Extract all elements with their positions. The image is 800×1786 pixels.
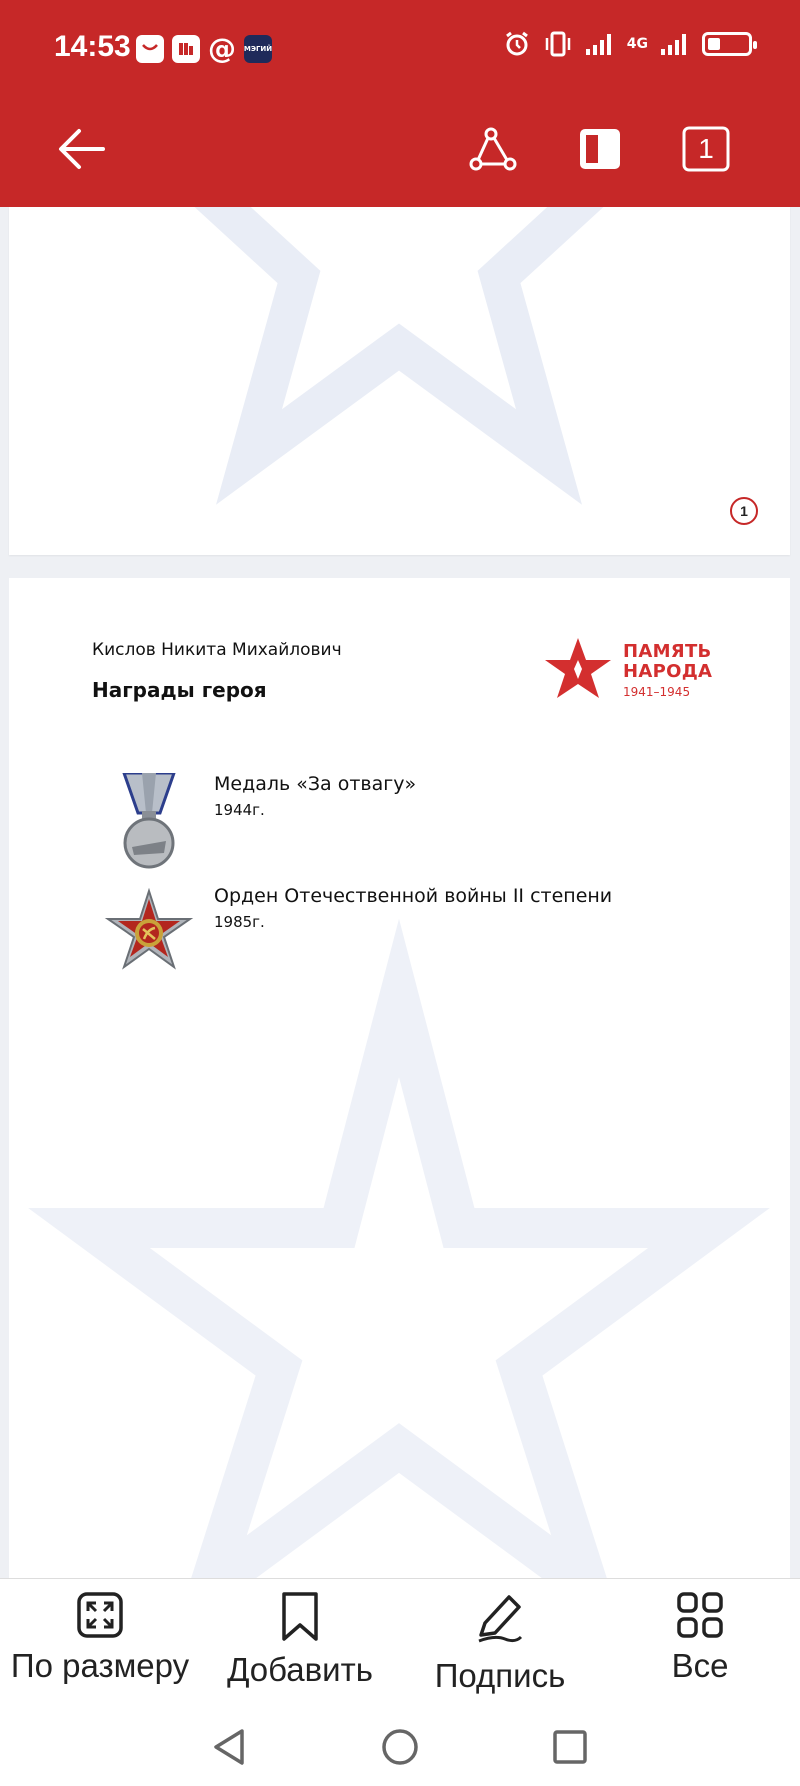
back-button[interactable] — [52, 119, 112, 179]
logo-line-2: НАРОДА — [623, 661, 713, 682]
logo-line-1: ПАМЯТЬ — [623, 641, 712, 662]
toolbar — [0, 105, 800, 205]
document-page-2 — [9, 578, 790, 1578]
arrow-left-icon — [57, 127, 107, 171]
bookmark-icon — [280, 1591, 320, 1643]
award-title: Медаль «За отвагу» — [214, 773, 417, 795]
app-header — [0, 0, 800, 207]
all-tools-label: Все — [671, 1647, 729, 1684]
award-title: Орден Отечественной войны II степени — [214, 885, 613, 907]
hero-name: Кислов Никита Михайлович — [92, 640, 342, 660]
document-page-1 — [9, 207, 790, 555]
page-number-badge: 1 — [730, 497, 758, 525]
add-bookmark-label: Добавить — [227, 1651, 373, 1688]
page-counter-button[interactable] — [676, 119, 736, 179]
vibrate-icon — [543, 30, 573, 58]
system-nav-bar — [0, 1708, 800, 1786]
pen-icon — [475, 1591, 525, 1643]
nav-back-button[interactable] — [205, 1724, 251, 1770]
red-star-logo-icon — [543, 636, 613, 702]
award-year: 1985г. — [214, 913, 265, 931]
status-bar — [0, 0, 800, 100]
logo-years: 1941–1945 — [623, 685, 691, 699]
order-star-icon — [104, 885, 194, 985]
view-mode-button[interactable] — [570, 119, 630, 179]
awards-heading: Награды героя — [92, 678, 267, 702]
status-time: 14:53 — [54, 30, 131, 63]
page-view-icon — [577, 126, 623, 172]
bottom-action-bar — [0, 1578, 800, 1708]
square-recents-icon — [551, 1728, 589, 1766]
signal-icon — [585, 31, 615, 57]
award-item — [104, 885, 704, 985]
at-sign-icon: @ — [208, 32, 236, 65]
page-counter: 1 — [698, 133, 714, 164]
circle-home-icon — [380, 1727, 420, 1767]
reader-app-icon — [172, 35, 200, 63]
star-watermark — [9, 578, 790, 1578]
notification-icons — [136, 32, 272, 65]
award-year: 1944г. — [214, 801, 265, 819]
signal-icon-2 — [660, 31, 690, 57]
triangle-back-icon — [210, 1727, 246, 1767]
grid-icon — [676, 1591, 724, 1639]
network-type: 4G — [626, 36, 648, 52]
star-watermark — [9, 207, 790, 555]
share-button[interactable] — [463, 119, 523, 179]
signature-label: Подпись — [434, 1657, 566, 1694]
battery-icon — [702, 32, 752, 56]
nav-home-button[interactable] — [377, 1724, 423, 1770]
pamyat-naroda-logo — [543, 636, 743, 706]
medal-icon — [104, 773, 194, 873]
add-bookmark-button[interactable] — [200, 1591, 400, 1689]
signature-button[interactable] — [400, 1591, 600, 1695]
fit-to-size-button[interactable] — [0, 1591, 200, 1685]
mini-app-icon: МЭГИЙ — [244, 35, 272, 63]
mail-app-icon — [136, 35, 164, 63]
system-icons — [503, 30, 752, 58]
nav-recents-button[interactable] — [547, 1724, 593, 1770]
alarm-icon — [503, 30, 531, 58]
fit-to-size-label: По размеру — [10, 1647, 190, 1684]
all-tools-button[interactable] — [600, 1591, 800, 1685]
award-item — [104, 773, 704, 873]
share-nodes-icon — [468, 126, 518, 172]
fit-screen-icon — [76, 1591, 124, 1639]
